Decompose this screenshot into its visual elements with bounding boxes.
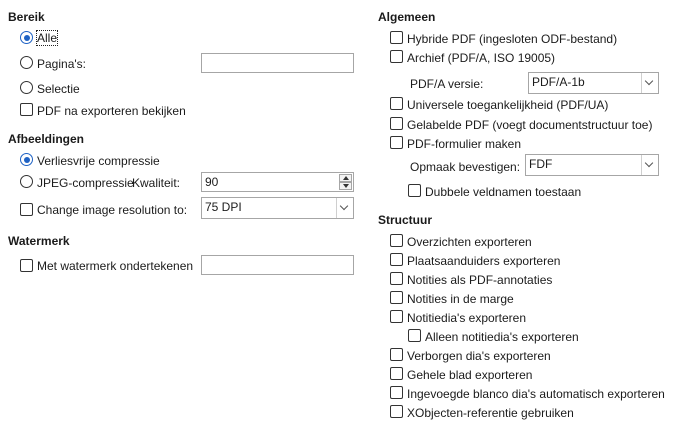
only-notes-label[interactable]: Alleen notitiedia's exporteren [425, 330, 579, 344]
hidden-slides-checkbox[interactable] [390, 348, 403, 361]
paginas-input[interactable] [201, 53, 354, 73]
alle-radio[interactable] [20, 31, 33, 44]
placeholders-label[interactable]: Plaatsaanduiders exporteren [407, 254, 561, 268]
watermerk-heading: Watermerk [8, 234, 70, 248]
reduce-res-label[interactable]: Change image resolution to: [37, 203, 188, 217]
quality-value[interactable]: 90 [205, 175, 219, 189]
bereik-heading: Bereik [8, 10, 45, 24]
selectie-radio[interactable] [20, 81, 33, 94]
watermark-checkbox[interactable] [20, 259, 33, 272]
notes-pages-checkbox[interactable] [390, 310, 403, 323]
watermark-label[interactable]: Met watermerk ondertekenen [37, 259, 194, 273]
view-pdf-label[interactable]: PDF na exporteren bekijken [37, 104, 186, 118]
resolution-combobox[interactable] [201, 197, 354, 219]
format-combobox[interactable] [525, 154, 659, 176]
spin-down-icon[interactable] [339, 182, 352, 190]
selectie-label[interactable]: Selectie [37, 82, 80, 96]
quality-label: Kwaliteit: [132, 176, 181, 190]
jpeg-radio[interactable] [20, 175, 33, 188]
lossless-label[interactable]: Verliesvrije compressie [37, 154, 160, 168]
xobjects-label[interactable]: XObjecten-referentie gebruiken [407, 406, 574, 420]
hybrid-label[interactable]: Hybride PDF (ingesloten ODF-bestand) [407, 32, 618, 46]
ua-label[interactable]: Universele toegankelijkheid (PDF/UA) [407, 98, 609, 112]
format-label: Opmaak bevestigen: [410, 160, 521, 174]
archive-checkbox[interactable] [390, 50, 403, 63]
tagged-checkbox[interactable] [390, 117, 403, 130]
chevron-down-icon[interactable] [641, 73, 658, 93]
comments-label[interactable]: Notities als PDF-annotaties [407, 273, 553, 287]
xobjects-checkbox[interactable] [390, 405, 403, 418]
lossless-radio[interactable] [20, 153, 33, 166]
structuur-heading: Structuur [378, 213, 432, 227]
paginas-label[interactable]: Pagina's: [37, 57, 86, 71]
blank-slides-label[interactable]: Ingevoegde blanco dia's automatisch exporteren [407, 387, 665, 401]
pdfa-combobox[interactable] [528, 72, 659, 94]
archive-label[interactable]: Archief (PDF/A, ISO 19005) [407, 51, 556, 65]
resolution-value[interactable]: 75 DPI [205, 200, 242, 214]
reduce-res-checkbox[interactable] [20, 203, 33, 216]
view-pdf-checkbox[interactable] [20, 103, 33, 116]
tagged-label[interactable]: Gelabelde PDF (voegt documentstructuur toe) [407, 118, 653, 132]
forms-checkbox[interactable] [390, 136, 403, 149]
comments-checkbox[interactable] [390, 272, 403, 285]
paginas-radio[interactable] [20, 56, 33, 69]
pdfa-value[interactable]: PDF/A-1b [532, 75, 585, 89]
spin-up-icon[interactable] [339, 174, 352, 182]
jpeg-label[interactable]: JPEG-compressie [37, 176, 134, 190]
chevron-down-icon[interactable] [336, 198, 353, 218]
comments-margin-checkbox[interactable] [390, 291, 403, 304]
whole-sheet-label[interactable]: Gehele blad exporteren [407, 368, 533, 382]
only-notes-checkbox[interactable] [408, 329, 421, 342]
quality-spinbox[interactable] [201, 172, 354, 192]
alle-label[interactable]: Alle [37, 31, 58, 45]
chevron-down-icon[interactable] [641, 155, 658, 175]
comments-margin-label[interactable]: Notities in de marge [407, 292, 514, 306]
forms-label[interactable]: PDF-formulier maken [407, 137, 522, 151]
outlines-label[interactable]: Overzichten exporteren [407, 235, 532, 249]
placeholders-checkbox[interactable] [390, 253, 403, 266]
blank-slides-checkbox[interactable] [390, 386, 403, 399]
afbeeldingen-heading: Afbeeldingen [8, 132, 85, 146]
pdfa-label: PDF/A versie: [410, 77, 484, 91]
whole-sheet-checkbox[interactable] [390, 367, 403, 380]
ua-checkbox[interactable] [390, 97, 403, 110]
format-value[interactable]: FDF [529, 157, 553, 171]
watermark-input[interactable] [201, 255, 354, 275]
hybrid-checkbox[interactable] [390, 31, 403, 44]
dup-names-label[interactable]: Dubbele veldnamen toestaan [425, 185, 582, 199]
outlines-checkbox[interactable] [390, 234, 403, 247]
notes-pages-label[interactable]: Notitiedia's exporteren [407, 311, 527, 325]
dup-names-checkbox[interactable] [408, 184, 421, 197]
hidden-slides-label[interactable]: Verborgen dia's exporteren [407, 349, 551, 363]
algemeen-heading: Algemeen [378, 10, 436, 24]
